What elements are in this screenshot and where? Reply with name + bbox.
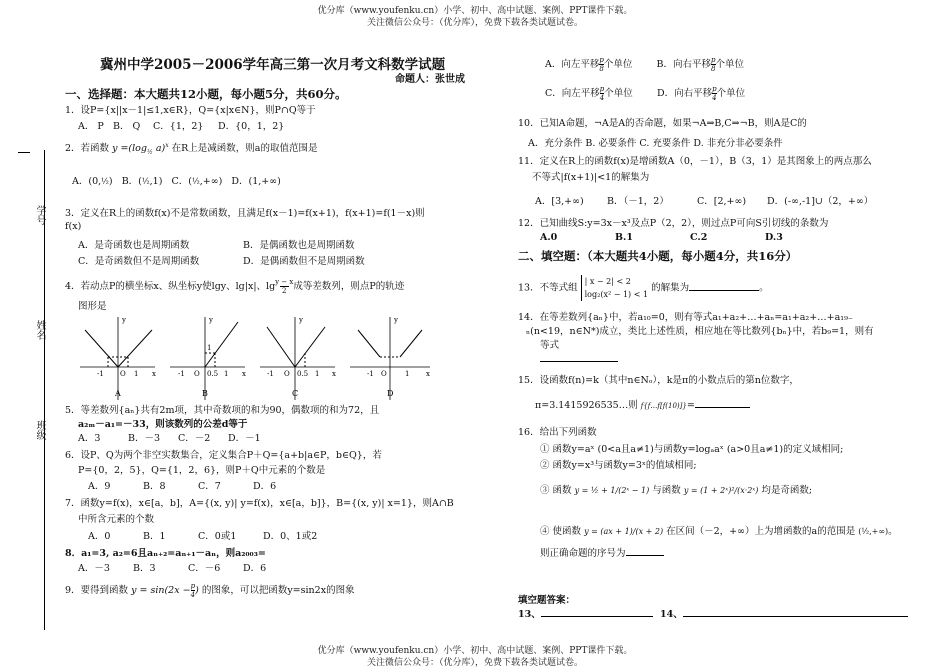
q11-stem2: 不等式|f(x+1)|<1的解集为: [532, 172, 650, 183]
graph-d-axis-y: y: [394, 316, 398, 324]
author: 命题人：张世成: [395, 74, 465, 85]
q16-conclusion: [540, 545, 664, 559]
q13-post: 的解集为: [651, 282, 690, 294]
q16-item3-mid: 与函数: [652, 485, 681, 496]
q4-stem2: 图形是: [78, 301, 107, 312]
q11-options: [535, 193, 873, 207]
q5-opt-b: B．－3: [128, 433, 161, 444]
q16-item4-end: 。: [888, 526, 898, 537]
graph-c: [260, 316, 336, 400]
q2-opt-a-post: ): [108, 176, 113, 187]
q9-stem: [65, 582, 355, 599]
q5-opt-d: D．－1: [228, 433, 261, 444]
q9-opt-a-post: 个单位: [603, 59, 633, 70]
graph-c-origin: O: [284, 370, 290, 378]
q9-frac-pi-4: p 4: [190, 582, 196, 599]
q9-formula: y = sin(2x −: [131, 585, 191, 596]
q12-opt-b: B.1: [615, 232, 633, 243]
q14-blank[interactable]: [540, 351, 618, 362]
q7-opt-d: D．0、1或2: [263, 531, 318, 542]
q10-options: A．充分条件 B. 必要条件 C. 充要条件 D. 非充分非必要条件: [528, 138, 783, 149]
graph-b-axis-y: y: [209, 316, 213, 324]
q14-line3: 等式: [540, 340, 560, 351]
answers-heading: 填空题答案：: [518, 595, 576, 606]
q9-opt-d-frac: p 4: [712, 85, 717, 102]
q14-line2: ₙ(n<19，n∈N*)成立，类比上述性质，相应地在等比数列{bₙ}中，若b₉=1，则有: [526, 326, 874, 337]
graph-b-tick-1: 1: [224, 370, 229, 378]
q7-opt-b: B．1: [143, 531, 166, 542]
q9-options-row2: [545, 85, 745, 102]
page-title: 冀州中学2005－2006学年高三第一次月考文科数学试题: [100, 57, 446, 73]
q16-conclusion-text: 则正确命题的序号为: [540, 548, 626, 559]
section2-heading: 二、填空题：（本大题共4小题，每小题4分，共16分）: [518, 249, 798, 263]
q1-options: [78, 118, 284, 132]
q11-opt-d: D．(-∞,-1]∪（2，+∞）: [767, 196, 874, 207]
q12-stem: 12．已知曲线S:y=3x－x³及点P（2，2），则过点P可向S引切线的条数为: [518, 218, 829, 229]
q2-opt-b-pre: B．(: [121, 176, 142, 187]
q13-pre: 13．不等式组: [518, 282, 578, 294]
q5-stem2: a₂ₘ－a₁=－33，则该数列的公差d等于: [78, 419, 248, 430]
q9-opt-b-frac: p 8: [711, 56, 716, 73]
q6-opt-b: B．8: [143, 481, 166, 492]
q16-item3-func1: y = ½ + 1/(2ˣ − 1): [574, 486, 650, 495]
graph-a-tick-1: 1: [134, 370, 139, 378]
watermark-bottom-line2: 关注微信公众号：（优分库），免费下载各类试题试卷。: [366, 658, 583, 668]
q15-line1: 15．设函数f(n)=k（其中n∈Nₒ），k是π的小数点后的第n位数字，: [518, 375, 799, 386]
q8-opt-c: C．－6: [188, 563, 221, 574]
q9-opt-d-post: 个单位: [716, 88, 746, 99]
graph-b-tick-05: 0.5: [207, 370, 219, 378]
q16-item4-post: 在区间（－2，+∞）上为增函数的a的范围是: [666, 526, 856, 537]
q12-opt-c: C.2: [690, 232, 708, 243]
q15-blank[interactable]: [695, 407, 750, 408]
q14-line1: 14．在等差数列{aₙ}中，若a₁₀=0，则有等式a₁+a₂+…+aₙ=a₁+a₂+…+a₁₉₋: [518, 312, 853, 323]
q16-item3: [540, 482, 812, 496]
q13-sys1: | x − 2| < 2: [584, 277, 631, 286]
q9-paren: ): [195, 585, 199, 596]
q4-stem-pre: 4．若动点P的横坐标x、纵坐标y使lgy、lg|x|、lg: [65, 281, 276, 292]
watermark-top-line1: 优分库（www.youfenku.cn）小学、初中、高中试题、案例、PPT课件下载。: [317, 6, 633, 16]
answer-14: [660, 606, 908, 620]
q8-opt-b: B．3: [133, 563, 156, 574]
q11-opt-c: C．[2,+∞): [697, 196, 747, 207]
q4-stem-post: 成等差数列，则点P的轨迹: [293, 281, 405, 292]
graph-d-origin: O: [381, 370, 387, 378]
q16-item1: ① 函数y=aˣ (0<a且a≠1)与函数y=logₐaˣ (a>0且a≠1)的定义域相同;: [540, 444, 844, 455]
answer-14-label: 14、: [660, 609, 683, 620]
answer-13: [518, 606, 653, 620]
graph-d-tick-neg1: -1: [367, 370, 374, 378]
q16-head: 16．给出下列函数: [518, 427, 597, 438]
q2-formula: $y =(\log_{\frac{1}{2}}$ a)$^x$: [112, 141, 169, 156]
q12-opt-a: A.0: [540, 232, 558, 243]
q9-opt-b-pre: B．向右平移: [656, 59, 712, 70]
q15-line2: [535, 397, 750, 411]
q1-opt-d: D．{0，1，2}: [218, 121, 285, 132]
graph-a: [80, 316, 156, 400]
q16-item3-pre: ③ 函数: [540, 485, 572, 496]
q8-stem: 8．a₁=3, a₂=6且aₙ₊₂=aₙ₊₁－aₙ，则a₂₀₀₃=: [65, 548, 266, 559]
graph-c-axis-y: y: [299, 316, 303, 324]
graph-c-tick-neg1: -1: [267, 370, 274, 378]
q11-opt-a: A．[3,+∞): [535, 196, 584, 207]
q3-opt-d: D．是偶函数但不是周期函数: [243, 256, 365, 267]
section1-heading: 一、选择题：本大题共12小题，每小题5分，共60分。: [65, 87, 347, 101]
q9-opt-b-post: 个单位: [715, 59, 745, 70]
q16-item3-post: 均是奇函数;: [761, 485, 813, 496]
q4-frac: y − x 2: [275, 278, 294, 295]
graph-c-label: C: [292, 389, 299, 398]
q8-options: [78, 560, 266, 574]
q2-frac-half-a: ½: [101, 177, 109, 186]
q4-stem: [65, 278, 404, 295]
q1-opt-b: B． Q: [113, 121, 141, 132]
q16-item2: ② 函数y=x³与函数y=3ˣ的值域相同;: [540, 460, 697, 471]
q15-eq: =: [686, 400, 695, 411]
q5-options: [78, 430, 261, 444]
q15-nested-formula: f{f…f[f(10)]}: [640, 402, 687, 410]
q13: 13．不等式组 | x − 2| < 2 log₂(x² − 1) < 1 的解集为 。: [518, 277, 769, 299]
q7-options: [88, 528, 317, 542]
q3-stem2: f(x): [65, 221, 82, 232]
q7-stem: 7．函数y=f(x)，x∈[a，b]，A={(x, y)| y=f(x)，x∈[a，b]}，B={(x, y)| x=1}，则A∩B: [65, 498, 454, 509]
q1-stem: 1．设P={x||x－1|≤1,x∈R}，Q={x|x∈N}，则P∩Q等于: [65, 105, 316, 116]
q6-stem: 6．设P、Q为两个非空实数集合，定义集合P＋Q={a+b|a∈P，b∈Q}，若: [65, 450, 382, 461]
q3-opt-a: A．是奇函数也是周期函数: [78, 240, 190, 251]
graph-b-origin: O: [194, 370, 200, 378]
q2-post: 在R上是减函数，则a的取值范围是: [171, 143, 318, 154]
q16-blank[interactable]: [626, 555, 664, 556]
q9-opt-c-frac: p 4: [599, 85, 605, 102]
q9-opt-c-pre: C．向左平移: [545, 88, 600, 99]
q9-opt-a-frac: p 8: [599, 56, 604, 73]
graph-c-tick-05: 0.5: [297, 370, 309, 378]
graph-b: [170, 316, 246, 400]
side-label-name: 姓名: [34, 320, 45, 340]
q10-stem: 10．已知A命题，¬A是A的否命题，如果¬A⇒B,C⇒¬B，则A是C的: [518, 118, 807, 129]
q6-options: [88, 478, 276, 492]
q5-stem: 5．等差数列{aₙ}共有2m项，其中奇数项的和为90，偶数项的和为72，且: [65, 405, 380, 416]
q13-blank[interactable]: [689, 290, 759, 291]
graph-a-tick-neg1: -1: [97, 370, 104, 378]
watermark-bottom-line1: 优分库（www.youfenku.cn）小学、初中、高中试题、案例、PPT课件下载。: [317, 646, 633, 656]
graph-b-axis-x: x: [242, 370, 246, 378]
q2-frac-half-b: ½: [141, 177, 150, 186]
q2-opt-c-post: ,+∞): [199, 176, 223, 187]
q15-line2-pre: π=3.1415926535…则: [535, 400, 638, 411]
graph-d-tick-1: 1: [405, 370, 410, 378]
q6-opt-c: C．7: [198, 481, 221, 492]
q12-opt-d: D.3: [765, 232, 783, 243]
q1-opt-c: C．{1，2}: [153, 121, 204, 132]
q9-stem-post: 的图象，可以把函数y=sin2x的图象: [201, 585, 355, 596]
q3-options-row2: [78, 253, 365, 267]
q2-frac-half-c: ½: [191, 177, 200, 186]
q8-opt-a: A．－3: [78, 563, 110, 574]
q5-opt-c: C．－2: [178, 433, 211, 444]
q9-opt-c-post: 个单位: [604, 88, 633, 99]
q16-item3-func2: y = (1 + 2ˣ)²/(x·2ˣ): [683, 486, 759, 495]
side-label-number: 学号: [34, 205, 45, 225]
graph-b-tick-y1: 1: [207, 344, 212, 352]
q3-options-row1: [78, 237, 354, 251]
q2-stem: [65, 140, 317, 156]
graph-d-axis-x: x: [426, 370, 430, 378]
graph-b-tick-neg1: -1: [178, 370, 185, 378]
q4-graphs: [70, 312, 440, 402]
side-underline: [18, 152, 30, 153]
q2-opt-d: D．(1,+∞): [231, 176, 281, 187]
graph-c-axis-x: x: [332, 370, 336, 378]
q16-item4-func: y = (ax + 1)/(x + 2): [584, 527, 664, 536]
q13-system: [581, 275, 648, 301]
q11-stem: 11．定义在R上的函数f(x)是增函数A（0，－1），B（3，1）是其图象上的两点那么: [518, 156, 872, 167]
q9-opt-d-pre: D．向右平移: [656, 88, 713, 99]
graph-a-label: A: [115, 389, 121, 398]
q1-opt-a: A． P: [78, 121, 104, 132]
watermark-top-line2: 关注微信公众号：（优分库），免费下载各类试题试卷。: [366, 18, 583, 28]
q13-sys2: log₂(x² − 1) < 1: [584, 290, 649, 299]
q16-item4-range: (½,+∞): [858, 527, 889, 536]
q9-options-row1: [545, 56, 744, 73]
q3-stem: 3．定义在R上的函数f(x)不是常数函数，且满足f(x－1)=f(x+1)，f(x+1)=f(1－x)则: [65, 208, 425, 219]
graph-b-label: B: [202, 389, 208, 398]
q2-opt-c-pre: C．(: [171, 176, 192, 187]
q6-opt-d: D．6: [253, 481, 277, 492]
side-label-class: 班级: [34, 420, 45, 440]
answer-14-blank[interactable]: [683, 616, 908, 617]
q11-opt-b: B．（－1，2）: [607, 196, 669, 207]
q9-opt-a-pre: A．向左平移: [545, 59, 600, 70]
q16-item4: [540, 523, 898, 537]
q6-opt-a: A．9: [88, 481, 111, 492]
q3-opt-c: C．是奇函数但不是周期函数: [78, 256, 200, 267]
q7-opt-a: A．0: [88, 531, 111, 542]
q6-stem2: P={0，2，5}，Q={1，2，6}，则P＋Q中元素的个数是: [78, 465, 326, 476]
q3-opt-b: B．是偶函数也是周期函数: [243, 240, 355, 251]
q8-opt-d: D．6: [243, 563, 267, 574]
answer-13-blank[interactable]: [541, 616, 653, 617]
graph-d: [350, 316, 430, 400]
graph-d-label: D: [387, 389, 394, 398]
q2-opt-b-post: ,1): [149, 176, 163, 187]
graph-a-origin: O: [120, 370, 126, 378]
q5-opt-a: A．3: [78, 433, 101, 444]
q7-stem2: 中所含元素的个数: [78, 514, 155, 525]
q2-options: [72, 173, 281, 187]
q9-stem-pre: 9．要得到函数: [65, 585, 129, 596]
q12-options: [540, 232, 783, 243]
q2-pre: 2．若函数: [65, 143, 110, 154]
graph-c-tick-1: 1: [315, 370, 320, 378]
q7-opt-c: C．0或1: [198, 531, 237, 542]
graph-a-axis-y: y: [122, 316, 126, 324]
graph-a-axis-x: x: [152, 370, 156, 378]
q16-item4-pre: ④ 使函数: [540, 526, 582, 537]
answer-13-label: 13、: [518, 609, 541, 620]
q2-opt-a-pre: A．(0,: [72, 176, 102, 187]
